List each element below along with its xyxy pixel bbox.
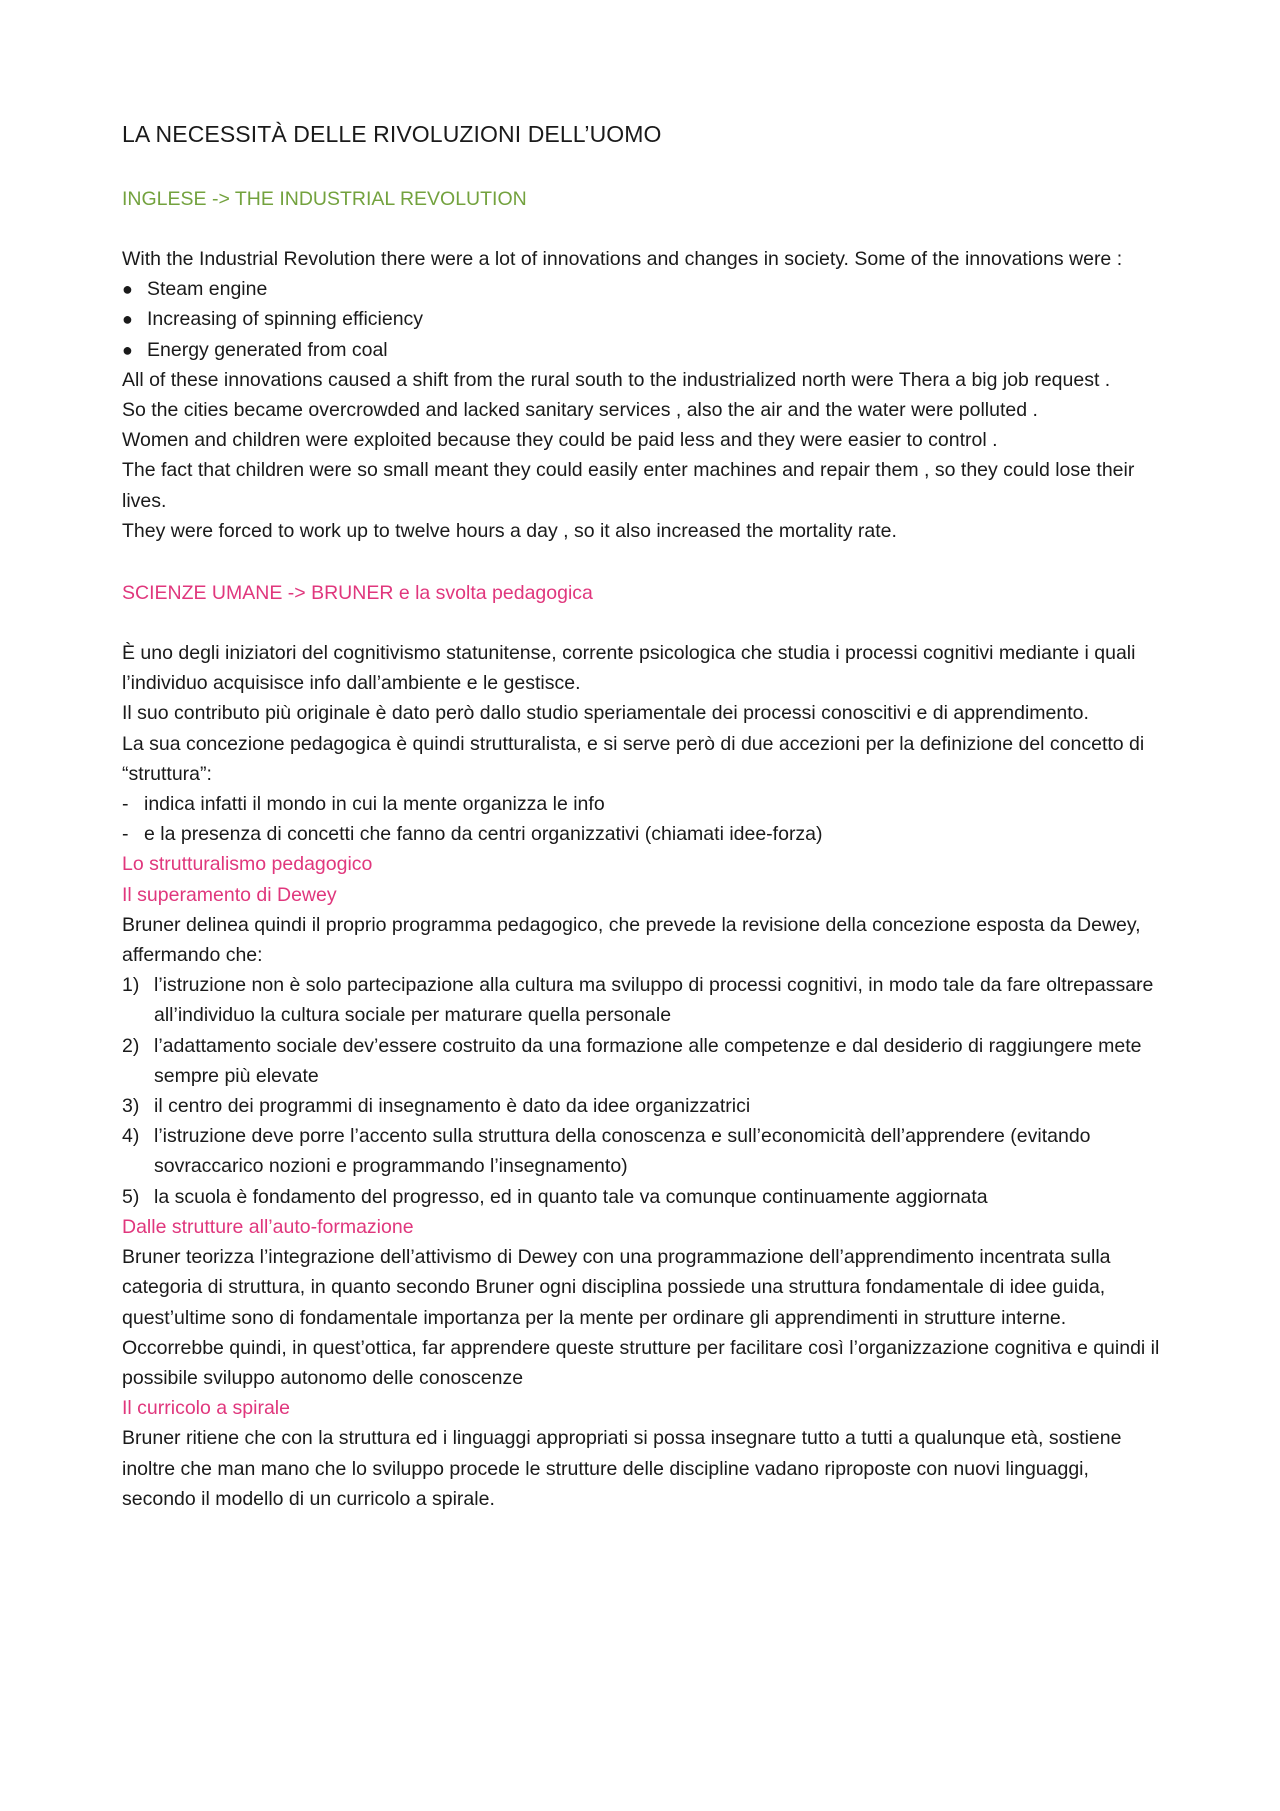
section-industrial-revolution [122,184,1160,546]
list-item [122,274,1160,304]
item-number: 3) [122,1095,140,1118]
list-item-text: Energy generated from coal [147,338,388,361]
numbered-item [122,1182,1160,1212]
subheading-strutturalismo: Lo strutturalismo pedagogico [122,853,373,876]
bullet-icon: ● [122,339,133,360]
paragraph: Occorrebbe quindi, in quest’ottica, far apprendere queste strutture per facilitare così l’organizzazione cognitiva e quindi il possibile sviluppo autonomo delle conoscenze [122,1336,1160,1389]
bullet-icon: ● [122,279,133,300]
numbered-item [122,970,1160,1030]
paragraph: Bruner teorizza l’integrazione dell’attivismo di Dewey con una programmazione dell’apprendimento incentrata sulla categoria di struttura, in quanto secondo Bruner ogni disciplina possiede una struttura fondamentale di idee guida, quest’ultime sono di fondamentale importanza per la mente per ordinare gli apprendimenti in strutture interne. [122,1246,1111,1329]
dash-icon: - [122,793,129,816]
paragraph: Il suo contributo più originale è dato però dallo studio speriamentale dei processi conoscitivi e di apprendimento. [122,702,1089,725]
paragraph-intro: With the Industrial Revolution there were a lot of innovations and changes in society. Some of the innovations were : [122,248,1123,270]
section-spacer [122,546,1160,578]
paragraph: Bruner ritiene che con la struttura ed i linguaggi appropriati si possa insegnare tutto a tutti a qualunque età, sostiene inoltre che man mano che lo sviluppo procede le strutture delle discipline vadano riproposte con nuovi linguaggi, secondo il modello di un curricolo a spirale. [122,1427,1122,1510]
paragraph: So the cities became overcrowded and lacked sanitary services , also the air and the water were polluted . [122,399,1038,422]
dash-icon: - [122,823,129,846]
numbered-item-text: l’istruzione deve porre l’accento sulla struttura della conoscenza e sull’economicità dell’apprendere (evitando sovraccarico nozioni e programmando l’insegnamento) [154,1125,1091,1178]
section-heading-inglese: INGLESE -> THE INDUSTRIAL REVOLUTION [122,188,527,210]
numbered-item-text: la scuola è fondamento del progresso, ed in quanto tale va comunque continuamente aggiornata [154,1185,988,1208]
subheading-auto-formazione: Dalle strutture all’auto-formazione [122,1215,414,1238]
numbered-item [122,1031,1160,1091]
numbered-item-text: l’adattamento sociale dev’essere costruito da una formazione alle competenze e dal desiderio di raggiungere mete sempre più elevate [154,1034,1142,1087]
section-heading-scienze-umane: SCIENZE UMANE -> BRUNER e la svolta pedagogica [122,582,593,605]
numbered-item [122,1121,1160,1181]
section-bruner [122,578,1160,1514]
numbered-item [122,1091,1160,1121]
subheading-curricolo-spirale: Il curricolo a spirale [122,1397,290,1420]
paragraph: They were forced to work up to twelve hours a day , so it also increased the mortality rate. [122,519,897,542]
document-title: LA NECESSITÀ DELLE RIVOLUZIONI DELL’UOMO [122,121,662,147]
paragraph: Women and children were exploited because they could be paid less and they were easier to control . [122,429,998,452]
bullet-icon: ● [122,309,133,330]
paragraph: The fact that children were so small meant they could easily enter machines and repair them , so they could lose their lives. [122,459,1135,512]
list-item [122,789,1160,819]
list-item-text: Steam engine [147,278,268,301]
list-item-text: Increasing of spinning efficiency [147,308,424,331]
list-item-text: e la presenza di concetti che fanno da centri organizzativi (chiamati idee-forza) [144,823,823,846]
item-number: 5) [122,1185,140,1208]
list-item [122,304,1160,334]
list-item [122,335,1160,365]
paragraph: Bruner delinea quindi il proprio programma pedagogico, che prevede la revisione della concezione esposta da Dewey, affermando che: [122,913,1141,967]
paragraph: È uno degli iniziatori del cognitivismo statunitense, corrente psicologica che studia i processi cognitivi mediante i quali l’individuo acquisisce info dall’ambiente e le gestisce. [122,642,1136,695]
list-item-text: indica infatti il mondo in cui la mente organizza le info [144,793,605,816]
item-number: 2) [122,1034,140,1057]
numbered-item-text: l’istruzione non è solo partecipazione alla cultura ma sviluppo di processi cognitivi, in modo tale da fare oltrepassare all’individuo la cultura sociale per maturare quella personale [154,974,1154,1027]
list-item [122,819,1160,849]
item-number: 1) [122,974,140,997]
paragraph: All of these innovations caused a shift from the rural south to the industrialized north were Thera a big job request . [122,368,1111,391]
paragraph: La sua concezione pedagogica è quindi strutturalista, e si serve però di due accezioni per la definizione del concetto di “struttura”: [122,732,1145,785]
item-number: 4) [122,1125,140,1148]
numbered-item-text: il centro dei programmi di insegnamento è dato da idee organizzatrici [154,1095,751,1118]
subheading-superamento-dewey: Il superamento di Dewey [122,883,337,906]
